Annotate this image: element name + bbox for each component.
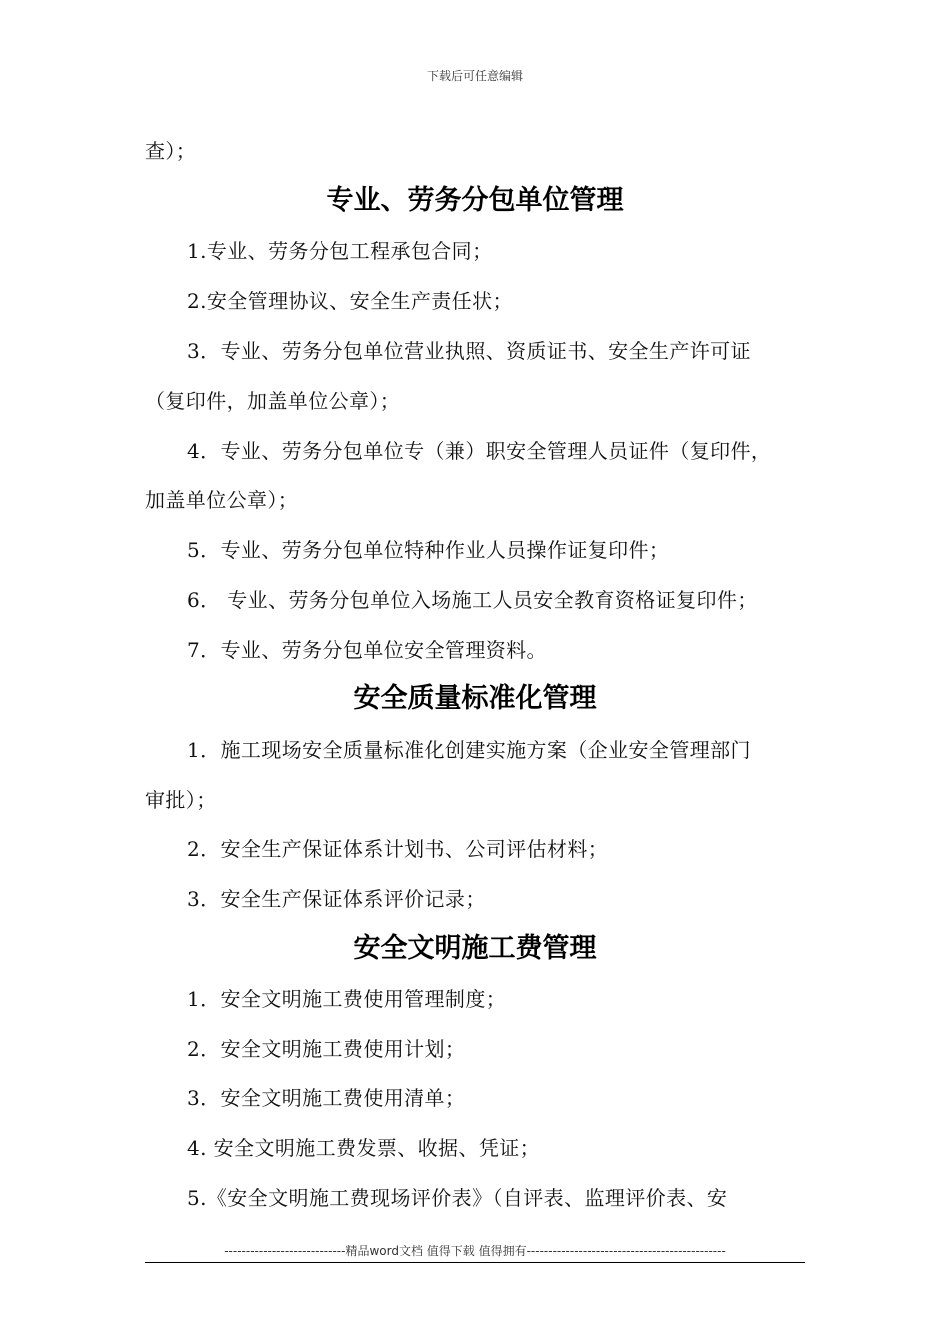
text-line: 查）；: [145, 139, 197, 163]
list-item: 3．安全文明施工费使用清单；: [187, 1086, 466, 1110]
list-item: 2．安全生产保证体系计划书、公司评估材料；: [187, 837, 609, 861]
section-heading-standardization: 安全质量标准化管理: [353, 683, 597, 714]
list-item: 2.安全管理协议、安全生产责任状；: [187, 289, 513, 313]
header-note: 下载后可任意编辑: [426, 69, 523, 83]
footer-note: ----------------------------精品word文档 值得下载 值得拥有----------------------------------------------: [224, 1244, 726, 1258]
list-item: 4．专业、劳务分包单位专（兼）职安全管理人员证件（复印件，: [187, 439, 772, 463]
list-item: 5．专业、劳务分包单位特种作业人员操作证复印件；: [187, 538, 670, 562]
section-heading-subcontractor: 专业、劳务分包单位管理: [326, 185, 624, 216]
list-item: 1．施工现场安全质量标准化创建实施方案（企业安全管理部门: [187, 738, 751, 762]
list-item: 3．专业、劳务分包单位营业执照、资质证书、安全生产许可证: [187, 339, 751, 363]
footer-rule: [145, 1262, 805, 1263]
list-item: 6． 专业、劳务分包单位入场施工人员安全教育资格证复印件；: [187, 588, 758, 612]
list-item: 4. 安全文明施工费发票、收据、凭证；: [187, 1136, 541, 1160]
list-item: 5.《安全文明施工费现场评价表》（自评表、监理评价表、安: [187, 1186, 728, 1210]
list-item: 1.专业、劳务分包工程承包合同；: [187, 239, 493, 263]
list-item: 1．安全文明施工费使用管理制度；: [187, 987, 507, 1011]
list-item: 7．专业、劳务分包单位安全管理资料。: [187, 638, 547, 662]
list-item-continuation: （复印件，加盖单位公章）；: [145, 389, 401, 413]
list-item-continuation: 加盖单位公章）；: [145, 488, 299, 512]
list-item: 2．安全文明施工费使用计划；: [187, 1037, 466, 1061]
section-heading-civilized-construction-fee: 安全文明施工费管理: [353, 933, 597, 964]
list-item-continuation: 审批）；: [145, 788, 217, 812]
list-item: 3．安全生产保证体系评价记录；: [187, 887, 486, 911]
